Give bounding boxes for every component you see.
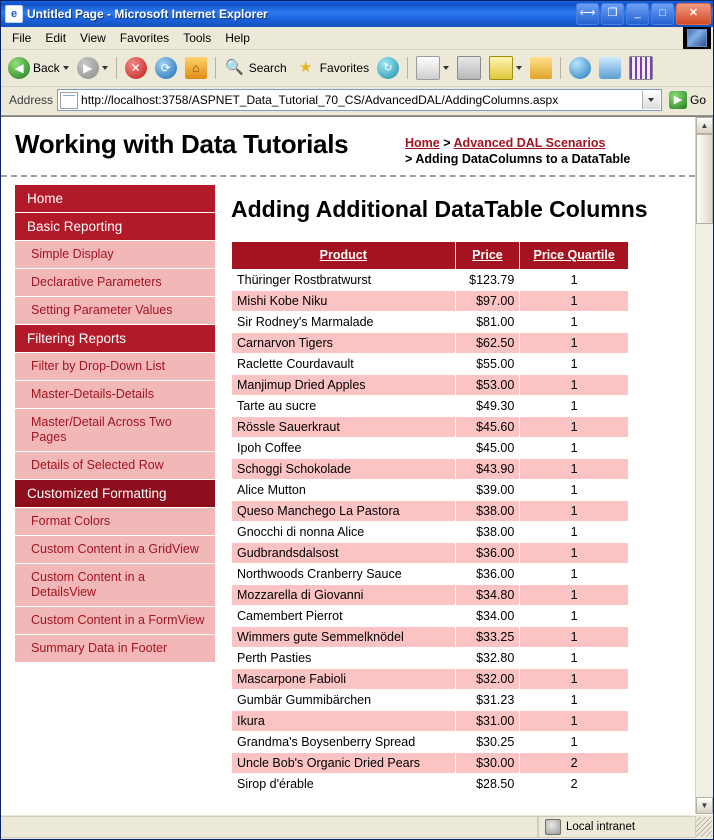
minimize-button[interactable]: _ <box>626 3 649 25</box>
table-row <box>232 375 629 396</box>
forward-button[interactable] <box>74 54 111 82</box>
table-row <box>232 522 629 543</box>
grid-icon <box>629 56 653 80</box>
cell-price: $36.00 <box>455 564 520 585</box>
sidebar-item-summary-data-footer[interactable]: Summary Data in Footer <box>15 635 215 663</box>
table-row <box>232 417 629 438</box>
cell-price-quartile: 1 <box>520 270 629 291</box>
cell-price-quartile: 1 <box>520 711 629 732</box>
sidebar <box>15 185 215 663</box>
toolbar <box>1 50 713 87</box>
sidebar-item-filter-by-dropdown-list[interactable]: Filter by Drop-Down List <box>15 353 215 381</box>
cell-price: $38.00 <box>455 501 520 522</box>
cell-price-quartile: 1 <box>520 354 629 375</box>
cell-price: $34.00 <box>455 606 520 627</box>
table-row <box>232 501 629 522</box>
address-label: Address <box>9 93 54 107</box>
cell-price: $97.00 <box>455 291 520 312</box>
cell-price: $45.00 <box>455 438 520 459</box>
go-button[interactable] <box>666 91 709 109</box>
breadcrumb-current: Adding DataColumns to a DataTable <box>415 152 631 166</box>
table-row <box>232 459 629 480</box>
cell-price: $30.00 <box>455 753 520 774</box>
table-row <box>232 354 629 375</box>
back-label: Back <box>33 61 60 75</box>
extra-window-button[interactable]: ❐ <box>601 3 624 25</box>
table-row <box>232 753 629 774</box>
cell-price: $32.80 <box>455 648 520 669</box>
cell-product: Carnarvon Tigers <box>232 333 456 354</box>
cell-product: Raclette Courdavault <box>232 354 456 375</box>
close-button[interactable]: ✕ <box>676 3 711 25</box>
page-content <box>1 117 695 814</box>
back-icon: ◀ <box>8 57 30 79</box>
cell-price-quartile: 1 <box>520 732 629 753</box>
cell-price-quartile: 1 <box>520 585 629 606</box>
cell-price: $31.00 <box>455 711 520 732</box>
sidebar-item-custom-content-formview[interactable]: Custom Content in a FormView <box>15 607 215 635</box>
cell-price-quartile: 1 <box>520 312 629 333</box>
table-row <box>232 270 629 291</box>
messenger-button[interactable] <box>596 54 624 82</box>
sidebar-item-custom-content-detailsview[interactable]: Custom Content in a DetailsView <box>15 564 215 607</box>
cell-price-quartile: 1 <box>520 333 629 354</box>
cell-product: Rössle Sauerkraut <box>232 417 456 438</box>
cell-price: $43.90 <box>455 459 520 480</box>
cell-price: $38.00 <box>455 522 520 543</box>
maximize-button[interactable]: □ <box>651 3 674 25</box>
toolbar-separator-3 <box>407 57 408 79</box>
table-header-row <box>232 242 629 270</box>
cell-product: Camembert Pierrot <box>232 606 456 627</box>
table-row <box>232 333 629 354</box>
cell-product: Thüringer Rostbratwurst <box>232 270 456 291</box>
table-row <box>232 648 629 669</box>
cell-product: Northwoods Cranberry Sauce <box>232 564 456 585</box>
cell-price: $62.50 <box>455 333 520 354</box>
column-header-product[interactable]: Product <box>232 242 456 270</box>
forward-dropdown-icon[interactable] <box>102 66 108 70</box>
sidebar-item-format-colors[interactable]: Format Colors <box>15 508 215 536</box>
table-row <box>232 438 629 459</box>
table-row <box>232 627 629 648</box>
address-url-text: http://localhost:3758/ASPNET_Data_Tutorial_70_CS/AdvancedDAL/AddingColumns.aspx <box>81 93 559 107</box>
back-dropdown-icon[interactable] <box>63 66 69 70</box>
search-label: Search <box>248 61 287 75</box>
go-label: Go <box>689 93 706 107</box>
grid-button[interactable] <box>626 54 656 82</box>
status-zone <box>538 816 696 838</box>
cell-price-quartile: 1 <box>520 564 629 585</box>
go-icon: ▶ <box>669 91 687 109</box>
cell-price-quartile: 1 <box>520 648 629 669</box>
folder-icon <box>530 57 552 79</box>
menu-item-edit[interactable]: Edit <box>45 31 67 45</box>
cell-product: Gnocchi di nonna Alice <box>232 522 456 543</box>
edit-dropdown-icon[interactable] <box>516 66 522 70</box>
restore-group-button[interactable]: ⟷ <box>576 3 599 25</box>
table-row <box>232 312 629 333</box>
breadcrumb-home-link[interactable]: Home <box>405 136 440 150</box>
table-row <box>232 711 629 732</box>
cell-product: Perth Pasties <box>232 648 456 669</box>
cell-product: Queso Manchego La Pastora <box>232 501 456 522</box>
refresh-button[interactable] <box>152 54 180 82</box>
status-text <box>1 816 538 838</box>
sidebar-item-master-detail-across-two-pages[interactable]: Master/Detail Across Two Pages <box>15 409 215 452</box>
scroll-down-button[interactable]: ▼ <box>696 797 713 814</box>
back-button[interactable] <box>5 54 72 82</box>
cell-product: Gudbrandsdalsost <box>232 543 456 564</box>
cell-product: Grandma's Boysenberry Spread <box>232 732 456 753</box>
sidebar-item-customized-formatting[interactable]: Customized Formatting <box>15 480 215 508</box>
scroll-up-button[interactable]: ▲ <box>696 117 713 134</box>
ie-logo-icon: e <box>5 5 23 23</box>
toolbar-separator-4 <box>560 57 561 79</box>
cell-price: $55.00 <box>455 354 520 375</box>
sidebar-item-declarative-parameters[interactable]: Declarative Parameters <box>15 269 215 297</box>
favorites-button[interactable] <box>292 54 372 82</box>
cell-price-quartile: 2 <box>520 753 629 774</box>
home-icon: ⌂ <box>185 57 207 79</box>
print-button[interactable] <box>454 54 484 82</box>
table-body <box>232 270 629 795</box>
favorites-label: Favorites <box>319 61 370 75</box>
cell-price-quartile: 1 <box>520 690 629 711</box>
cell-price: $31.23 <box>455 690 520 711</box>
edit-button[interactable] <box>486 54 525 82</box>
cell-price-quartile: 1 <box>520 669 629 690</box>
cell-price-quartile: 1 <box>520 396 629 417</box>
cell-product: Mishi Kobe Niku <box>232 291 456 312</box>
folder-button[interactable] <box>527 54 555 82</box>
menu-item-view[interactable]: View <box>80 31 106 45</box>
cell-price-quartile: 1 <box>520 459 629 480</box>
resize-grip[interactable] <box>696 817 712 837</box>
breadcrumb-section-link[interactable]: Advanced DAL Scenarios <box>453 136 606 150</box>
cell-price-quartile: 1 <box>520 438 629 459</box>
zone-label: Local intranet <box>566 821 636 833</box>
page-icon <box>60 92 78 109</box>
cell-price: $30.25 <box>455 732 520 753</box>
table-row <box>232 732 629 753</box>
status-bar <box>1 814 713 839</box>
scroll-track[interactable] <box>696 134 713 797</box>
globe-button[interactable] <box>566 54 594 82</box>
cell-price: $34.80 <box>455 585 520 606</box>
cell-price-quartile: 1 <box>520 606 629 627</box>
print-icon <box>457 56 481 80</box>
menu-item-tools[interactable]: Tools <box>183 31 212 45</box>
breadcrumb <box>405 129 685 167</box>
history-button[interactable] <box>374 54 402 82</box>
cell-product: Gumbär Gummibärchen <box>232 690 456 711</box>
cell-price-quartile: 1 <box>520 417 629 438</box>
page-body <box>1 177 695 795</box>
scroll-thumb[interactable] <box>696 134 713 224</box>
main-content <box>215 177 695 795</box>
mail-button[interactable] <box>413 54 452 82</box>
cell-price: $49.30 <box>455 396 520 417</box>
sidebar-item-simple-display[interactable]: Simple Display <box>15 241 215 269</box>
messenger-icon <box>599 57 621 79</box>
cell-price-quartile: 1 <box>520 375 629 396</box>
globe-icon <box>569 57 591 79</box>
refresh-icon: ⟳ <box>155 57 177 79</box>
breadcrumb-sep-2: > <box>405 152 416 166</box>
page-scrollbar[interactable] <box>695 117 713 814</box>
cell-price: $36.00 <box>455 543 520 564</box>
cell-price-quartile: 1 <box>520 501 629 522</box>
cell-product: Tarte au sucre <box>232 396 456 417</box>
table-row <box>232 690 629 711</box>
address-input[interactable] <box>57 89 662 111</box>
toolbar-separator <box>116 57 117 79</box>
cell-product: Mozzarella di Giovanni <box>232 585 456 606</box>
cell-price-quartile: 1 <box>520 291 629 312</box>
site-header <box>1 117 695 177</box>
cell-product: Ipoh Coffee <box>232 438 456 459</box>
sidebar-item-basic-reporting[interactable]: Basic Reporting <box>15 213 215 241</box>
stop-button[interactable] <box>122 54 150 82</box>
breadcrumb-sep-1: > <box>439 136 454 150</box>
sidebar-item-home[interactable]: Home <box>15 185 215 213</box>
table-row <box>232 480 629 501</box>
sidebar-item-master-details-details[interactable]: Master-Details-Details <box>15 381 215 409</box>
table-row <box>232 396 629 417</box>
cell-price-quartile: 2 <box>520 774 629 795</box>
address-bar <box>1 87 713 116</box>
menu-bar <box>1 27 713 50</box>
mail-icon <box>416 56 440 80</box>
column-header-price-quartile[interactable]: Price Quartile <box>520 242 629 270</box>
page-title: Working with Data Tutorials <box>15 129 349 159</box>
cell-product: Ikura <box>232 711 456 732</box>
table-row <box>232 564 629 585</box>
title-bar <box>1 1 713 27</box>
zone-icon <box>545 819 561 835</box>
star-icon: ★ <box>298 59 313 76</box>
page-area <box>1 116 713 814</box>
cell-price-quartile: 1 <box>520 543 629 564</box>
cell-product: Manjimup Dried Apples <box>232 375 456 396</box>
address-dropdown-icon[interactable] <box>642 91 660 109</box>
toolbar-separator-2 <box>215 57 216 79</box>
ie-brand-logo <box>683 27 711 49</box>
cell-product: Sir Rodney's Marmalade <box>232 312 456 333</box>
cell-price: $28.50 <box>455 774 520 795</box>
stop-icon: ✕ <box>125 57 147 79</box>
sidebar-item-details-of-selected-row[interactable]: Details of Selected Row <box>15 452 215 480</box>
cell-price-quartile: 1 <box>520 627 629 648</box>
table-row <box>232 585 629 606</box>
forward-icon: ▶ <box>77 57 99 79</box>
cell-price: $32.00 <box>455 669 520 690</box>
sidebar-item-setting-parameter-values[interactable]: Setting Parameter Values <box>15 297 215 325</box>
sidebar-item-custom-content-gridview[interactable]: Custom Content in a GridView <box>15 536 215 564</box>
table-row <box>232 669 629 690</box>
edit-icon <box>489 56 513 80</box>
window-title: Untitled Page - Microsoft Internet Explorer <box>27 7 268 21</box>
cell-price: $81.00 <box>455 312 520 333</box>
table-row <box>232 543 629 564</box>
search-button[interactable] <box>221 54 290 82</box>
cell-product: Mascarpone Fabioli <box>232 669 456 690</box>
column-header-price[interactable]: Price <box>455 242 520 270</box>
menu-item-favorites[interactable]: Favorites <box>119 31 170 45</box>
home-button[interactable] <box>182 54 210 82</box>
cell-price-quartile: 1 <box>520 480 629 501</box>
cell-price: $123.79 <box>455 270 520 291</box>
cell-product: Uncle Bob's Organic Dried Pears <box>232 753 456 774</box>
content-heading: Adding Additional DataTable Columns <box>231 196 648 222</box>
cell-price: $53.00 <box>455 375 520 396</box>
table-row <box>232 291 629 312</box>
sidebar-item-filtering-reports[interactable]: Filtering Reports <box>15 325 215 353</box>
search-icon: 🔍 <box>225 59 245 76</box>
menu-item-file[interactable]: File <box>12 31 32 45</box>
cell-product: Alice Mutton <box>232 480 456 501</box>
table-row <box>232 774 629 795</box>
menu-item-help[interactable]: Help <box>225 31 250 45</box>
cell-price: $33.25 <box>455 627 520 648</box>
cell-price-quartile: 1 <box>520 522 629 543</box>
mail-dropdown-icon[interactable] <box>443 66 449 70</box>
cell-product: Schoggi Schokolade <box>232 459 456 480</box>
cell-price: $39.00 <box>455 480 520 501</box>
cell-price: $45.60 <box>455 417 520 438</box>
cell-product: Sirop d'érable <box>232 774 456 795</box>
history-icon: ↻ <box>377 57 399 79</box>
cell-product: Wimmers gute Semmelknödel <box>232 627 456 648</box>
products-table <box>231 241 629 795</box>
table-row <box>232 606 629 627</box>
